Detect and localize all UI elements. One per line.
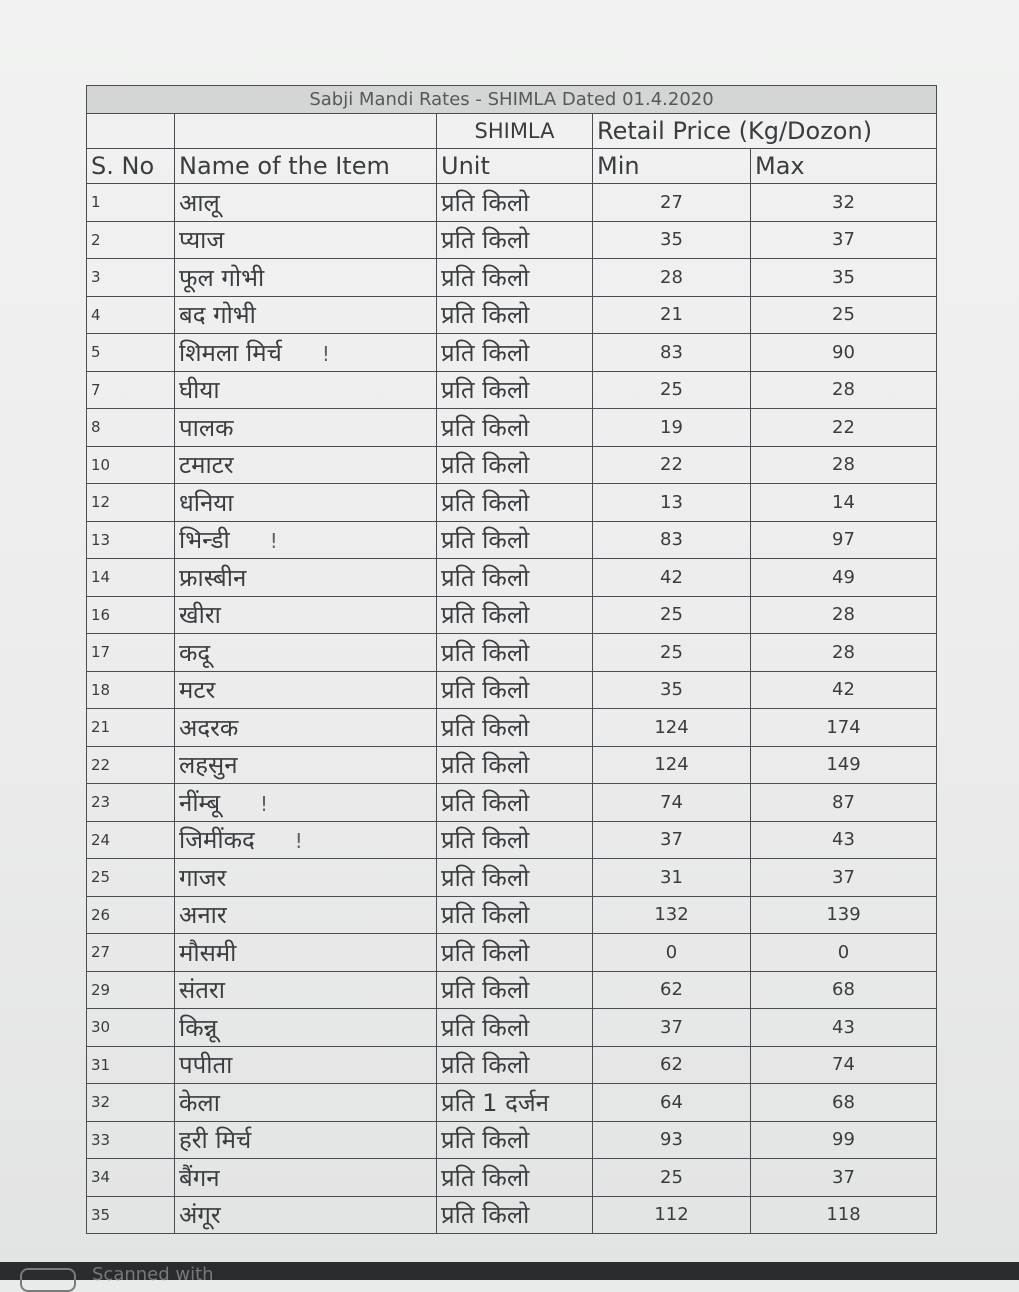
item-name-cell — [175, 446, 437, 484]
item-name-cell — [175, 671, 437, 709]
min-price-cell: 0 — [593, 934, 751, 972]
item-name-text: प्याज — [179, 226, 225, 255]
unit-cell: प्रति किलो — [437, 821, 593, 859]
item-name-cell — [175, 296, 437, 334]
item-name-text: केला — [179, 1088, 220, 1117]
item-name-cell — [175, 521, 437, 559]
item-name-text: मटर — [179, 676, 216, 705]
item-name-text: पपीता — [179, 1051, 233, 1080]
item-name-cell — [175, 784, 437, 822]
min-price-cell: 35 — [593, 221, 751, 259]
item-mark: ! — [269, 529, 278, 554]
min-price-cell: 83 — [593, 521, 751, 559]
item-mark: ! — [260, 791, 269, 816]
unit-cell: प्रति किलो — [437, 446, 593, 484]
sno-cell: 33 — [87, 1121, 175, 1159]
retail-price-header: Retail Price (Kg/Dozon) — [593, 114, 937, 149]
item-name-text: पालक — [179, 413, 234, 442]
max-price-cell: 49 — [751, 559, 937, 597]
table-row — [87, 1046, 937, 1084]
table-row — [87, 1121, 937, 1159]
min-price-cell: 27 — [593, 184, 751, 222]
item-name-text: अदरक — [179, 713, 239, 742]
item-name-cell — [175, 334, 437, 372]
sno-cell: 35 — [87, 1196, 175, 1234]
table-row — [87, 1159, 937, 1197]
table-row — [87, 409, 937, 447]
item-name-text: फूल गोभी — [179, 263, 265, 292]
item-name-cell — [175, 1084, 437, 1122]
max-price-cell: 28 — [751, 446, 937, 484]
max-price-cell: 28 — [751, 596, 937, 634]
max-price-cell: 87 — [751, 784, 937, 822]
sno-cell: 5 — [87, 334, 175, 372]
table-row — [87, 559, 937, 597]
max-price-cell: 139 — [751, 896, 937, 934]
unit-cell: प्रति किलो — [437, 971, 593, 1009]
item-name-text: अंगूर — [179, 1201, 221, 1230]
max-price-cell: 0 — [751, 934, 937, 972]
min-price-cell: 93 — [593, 1121, 751, 1159]
min-price-cell: 132 — [593, 896, 751, 934]
unit-cell: प्रति किलो — [437, 596, 593, 634]
table-row — [87, 259, 937, 297]
item-name-cell — [175, 971, 437, 1009]
table-row — [87, 896, 937, 934]
item-name-cell — [175, 259, 437, 297]
sno-cell: 8 — [87, 409, 175, 447]
table-row — [87, 184, 937, 222]
table-row — [87, 1196, 937, 1234]
min-price-cell: 64 — [593, 1084, 751, 1122]
min-price-cell: 28 — [593, 259, 751, 297]
item-name-text: घीया — [179, 376, 220, 405]
sno-cell: 4 — [87, 296, 175, 334]
max-price-cell: 149 — [751, 746, 937, 784]
sno-cell: 27 — [87, 934, 175, 972]
unit-cell: प्रति किलो — [437, 296, 593, 334]
scanner-watermark: Scanned with — [92, 1264, 214, 1285]
min-price-cell: 62 — [593, 1046, 751, 1084]
sno-cell: 30 — [87, 1009, 175, 1047]
unit-cell: प्रति किलो — [437, 1121, 593, 1159]
sno-cell: 26 — [87, 896, 175, 934]
item-name-cell — [175, 1046, 437, 1084]
min-price-cell: 25 — [593, 596, 751, 634]
item-name-cell — [175, 221, 437, 259]
min-price-cell: 124 — [593, 746, 751, 784]
blank-cell — [87, 114, 175, 149]
item-name-cell — [175, 409, 437, 447]
unit-cell: प्रति किलो — [437, 559, 593, 597]
item-name-cell — [175, 1159, 437, 1197]
item-name-text: आलू — [179, 188, 220, 217]
item-name-cell — [175, 484, 437, 522]
min-price-cell: 112 — [593, 1196, 751, 1234]
min-price-cell: 83 — [593, 334, 751, 372]
item-name-cell — [175, 821, 437, 859]
table-row — [87, 784, 937, 822]
item-name-text: संतरा — [179, 976, 225, 1005]
unit-cell: प्रति किलो — [437, 634, 593, 672]
table-row — [87, 634, 937, 672]
unit-cell: प्रति किलो — [437, 1009, 593, 1047]
item-name-header: Name of the Item — [175, 149, 437, 184]
table-row — [87, 221, 937, 259]
max-price-cell: 37 — [751, 859, 937, 897]
unit-cell: प्रति किलो — [437, 484, 593, 522]
sno-cell: 18 — [87, 671, 175, 709]
min-price-cell: 124 — [593, 709, 751, 747]
unit-header: Unit — [437, 149, 593, 184]
unit-cell: प्रति किलो — [437, 1046, 593, 1084]
header-row — [87, 149, 937, 184]
max-header: Max — [751, 149, 937, 184]
rates-table — [86, 85, 937, 1234]
max-price-cell: 68 — [751, 971, 937, 1009]
unit-cell: प्रति किलो — [437, 671, 593, 709]
max-price-cell: 97 — [751, 521, 937, 559]
item-mark: ! — [294, 829, 303, 854]
item-name-text: किन्नू — [179, 1013, 218, 1042]
item-name-text: कदू — [179, 638, 211, 667]
sno-cell: 12 — [87, 484, 175, 522]
table-row — [87, 334, 937, 372]
max-price-cell: 28 — [751, 634, 937, 672]
item-name-cell — [175, 896, 437, 934]
unit-cell: प्रति किलो — [437, 221, 593, 259]
unit-cell: प्रति किलो — [437, 184, 593, 222]
min-price-cell: 62 — [593, 971, 751, 1009]
table-row — [87, 821, 937, 859]
table-row — [87, 671, 937, 709]
item-name-cell — [175, 934, 437, 972]
unit-cell: प्रति किलो — [437, 334, 593, 372]
unit-cell: प्रति किलो — [437, 521, 593, 559]
min-price-cell: 31 — [593, 859, 751, 897]
sno-cell: 17 — [87, 634, 175, 672]
min-price-cell: 19 — [593, 409, 751, 447]
min-price-cell: 37 — [593, 1009, 751, 1047]
min-price-cell: 35 — [593, 671, 751, 709]
item-name-cell — [175, 709, 437, 747]
sno-cell: 34 — [87, 1159, 175, 1197]
item-name-text: भिन्डी — [179, 526, 230, 555]
min-price-cell: 42 — [593, 559, 751, 597]
item-name-cell — [175, 184, 437, 222]
item-name-text: शिमला मिर्च — [179, 338, 282, 367]
table-row — [87, 709, 937, 747]
unit-cell: प्रति किलो — [437, 259, 593, 297]
max-price-cell: 32 — [751, 184, 937, 222]
item-name-cell — [175, 596, 437, 634]
max-price-cell: 68 — [751, 1084, 937, 1122]
max-price-cell: 43 — [751, 821, 937, 859]
sno-cell: 21 — [87, 709, 175, 747]
min-price-cell: 21 — [593, 296, 751, 334]
item-name-text: मौसमी — [179, 938, 237, 967]
sno-cell: 23 — [87, 784, 175, 822]
item-name-cell — [175, 1009, 437, 1047]
table-title: Sabji Mandi Rates - SHIMLA Dated 01.4.2020 — [87, 86, 937, 114]
unit-cell: प्रति किलो — [437, 409, 593, 447]
item-name-text: गाजर — [179, 863, 227, 892]
max-price-cell: 14 — [751, 484, 937, 522]
location-header: SHIMLA — [437, 114, 593, 149]
table-row — [87, 971, 937, 1009]
min-price-cell: 25 — [593, 1159, 751, 1197]
item-name-text: बैंगन — [179, 1163, 220, 1192]
unit-cell: प्रति किलो — [437, 746, 593, 784]
item-name-cell — [175, 634, 437, 672]
item-name-text: अनार — [179, 901, 227, 930]
sno-cell: 2 — [87, 221, 175, 259]
max-price-cell: 42 — [751, 671, 937, 709]
item-name-cell — [175, 1196, 437, 1234]
sno-header: S. No — [87, 149, 175, 184]
min-price-cell: 22 — [593, 446, 751, 484]
item-name-text: बद गोभी — [179, 301, 256, 330]
max-price-cell: 37 — [751, 221, 937, 259]
unit-cell: प्रति 1 दर्जन — [437, 1084, 593, 1122]
item-name-cell — [175, 859, 437, 897]
sno-cell: 1 — [87, 184, 175, 222]
max-price-cell: 22 — [751, 409, 937, 447]
table-row — [87, 1009, 937, 1047]
unit-cell: प्रति किलो — [437, 1159, 593, 1197]
sno-cell: 25 — [87, 859, 175, 897]
max-price-cell: 118 — [751, 1196, 937, 1234]
max-price-cell: 74 — [751, 1046, 937, 1084]
max-price-cell: 37 — [751, 1159, 937, 1197]
table-row — [87, 859, 937, 897]
unit-cell: प्रति किलो — [437, 784, 593, 822]
unit-cell: प्रति किलो — [437, 371, 593, 409]
sno-cell: 16 — [87, 596, 175, 634]
item-name-text: टमाटर — [179, 451, 234, 480]
sno-cell: 32 — [87, 1084, 175, 1122]
unit-cell: प्रति किलो — [437, 859, 593, 897]
min-price-cell: 13 — [593, 484, 751, 522]
scanner-logo-icon — [20, 1268, 76, 1292]
min-price-cell: 74 — [593, 784, 751, 822]
item-name-cell — [175, 559, 437, 597]
header-row-top — [87, 114, 937, 149]
table-row — [87, 521, 937, 559]
sno-cell: 31 — [87, 1046, 175, 1084]
table-row — [87, 596, 937, 634]
max-price-cell: 99 — [751, 1121, 937, 1159]
item-name-text: धनिया — [179, 488, 234, 517]
max-price-cell: 43 — [751, 1009, 937, 1047]
item-name-text: फ्रास्बीन — [179, 563, 247, 592]
sno-cell: 3 — [87, 259, 175, 297]
item-name-text: लहसुन — [179, 751, 238, 780]
table-row — [87, 446, 937, 484]
sno-cell: 22 — [87, 746, 175, 784]
min-header: Min — [593, 149, 751, 184]
table-row — [87, 934, 937, 972]
table-row — [87, 296, 937, 334]
max-price-cell: 90 — [751, 334, 937, 372]
max-price-cell: 35 — [751, 259, 937, 297]
sno-cell: 29 — [87, 971, 175, 1009]
table-row — [87, 746, 937, 784]
unit-cell: प्रति किलो — [437, 709, 593, 747]
unit-cell: प्रति किलो — [437, 934, 593, 972]
sno-cell: 24 — [87, 821, 175, 859]
unit-cell: प्रति किलो — [437, 896, 593, 934]
max-price-cell: 174 — [751, 709, 937, 747]
item-name-cell — [175, 746, 437, 784]
blank-cell — [175, 114, 437, 149]
max-price-cell: 25 — [751, 296, 937, 334]
sno-cell: 14 — [87, 559, 175, 597]
item-name-text: जिमींकद — [179, 826, 255, 855]
min-price-cell: 25 — [593, 371, 751, 409]
min-price-cell: 25 — [593, 634, 751, 672]
table-row — [87, 484, 937, 522]
table-row — [87, 371, 937, 409]
item-name-text: हरी मिर्च — [179, 1126, 252, 1155]
item-name-cell — [175, 371, 437, 409]
table-row — [87, 1084, 937, 1122]
unit-cell: प्रति किलो — [437, 1196, 593, 1234]
title-row — [87, 86, 937, 114]
min-price-cell: 37 — [593, 821, 751, 859]
sno-cell: 10 — [87, 446, 175, 484]
sno-cell: 13 — [87, 521, 175, 559]
item-name-cell — [175, 1121, 437, 1159]
item-name-text: खीरा — [179, 601, 221, 630]
item-name-text: नींम्बू — [179, 788, 221, 817]
max-price-cell: 28 — [751, 371, 937, 409]
item-mark: ! — [321, 341, 330, 366]
sno-cell: 7 — [87, 371, 175, 409]
